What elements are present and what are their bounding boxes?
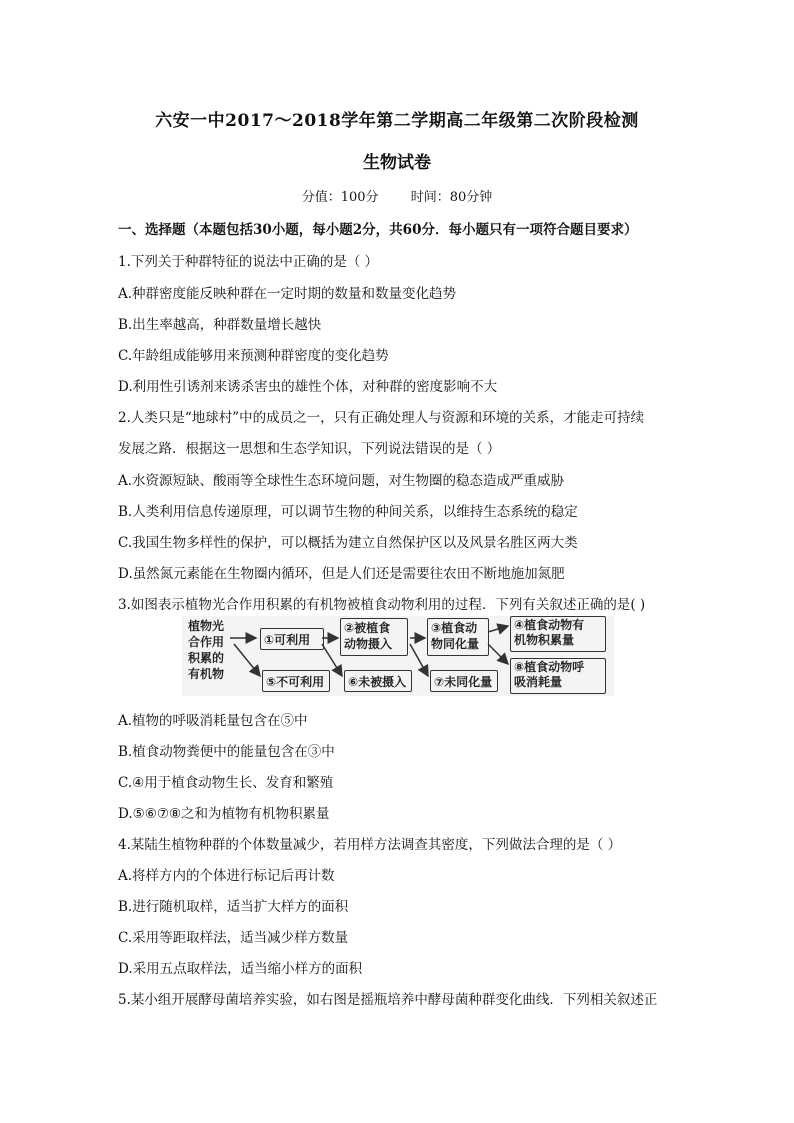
time-text: 时间：80分钟 bbox=[410, 190, 493, 205]
q4-stem: 4.某陆生植物种群的个体数量减少，若用样方法调查其密度，下列做法合理的是（ ） bbox=[118, 837, 622, 853]
diagram-node-1: ①可利用 bbox=[260, 628, 324, 650]
q1-option-c: C.年龄组成能够用来预测种群密度的变化趋势 bbox=[118, 348, 389, 364]
q2-stem-line2: 发展之路．根据这一思想和生态学知识，下列说法错误的是（ ） bbox=[118, 441, 501, 457]
q3-option-d: D.⑤⑥⑦⑧之和为植物有机物积累量 bbox=[118, 806, 330, 822]
q2-stem-line1: 2.人类只是“地球村”中的成员之一，只有正确处理人与资源和环境的关系，才能走可持续 bbox=[118, 410, 645, 426]
exam-subtitle: 生物试卷 bbox=[363, 153, 431, 173]
diagram-node-4: ④植食动物有 机物积累量 bbox=[510, 616, 606, 652]
diagram-node-8: ⑧植食动物呼 吸消耗量 bbox=[510, 658, 606, 694]
q1-option-a: A.种群密度能反映种群在一定时期的数量和数量变化趋势 bbox=[118, 286, 457, 302]
q2-option-b: B.人类利用信息传递原理，可以调节生物的种间关系，以维持生态系统的稳定 bbox=[118, 504, 578, 520]
q2-option-d: D.虽然氮元素能在生物圈内循环，但是人们还是需要往农田不断地施加氮肥 bbox=[118, 566, 565, 582]
q1-option-d: D.利用性引诱剂来诱杀害虫的雄性个体，对种群的密度影响不大 bbox=[118, 379, 498, 395]
diagram-source-node: 植物光 合作用 积累的 有机物 bbox=[188, 619, 225, 681]
q2-option-c: C.我国生物多样性的保护，可以概括为建立自然保护区以及风景名胜区两大类 bbox=[118, 535, 578, 551]
diagram-node-2: ②被植食 动物摄入 bbox=[340, 618, 408, 656]
diagram-node-6: ⑥未被摄入 bbox=[344, 670, 412, 692]
q4-option-b: B.进行随机取样，适当扩大样方的面积 bbox=[118, 899, 349, 915]
q4-option-a: A.将样方内的个体进行标记后再计数 bbox=[118, 868, 335, 884]
q3-option-c: C.④用于植食动物生长、发育和繁殖 bbox=[118, 775, 334, 791]
exam-title: 六安一中2017～2018学年第二学期高二年级第二次阶段检测 bbox=[155, 111, 639, 131]
q4-option-d: D.采用五点取样法，适当缩小样方的面积 bbox=[118, 961, 363, 977]
exam-meta bbox=[0, 186, 794, 205]
q4-option-c: C.采用等距取样法，适当减少样方数量 bbox=[118, 930, 349, 946]
score-text: 分值：100分 bbox=[301, 190, 379, 205]
q3-option-b: B.植食动物粪便中的能量包含在③中 bbox=[118, 744, 335, 760]
section-heading: 一、选择题（本题包括30小题，每小题2分，共60分．每小题只有一项符合题目要求） bbox=[118, 222, 638, 238]
q2-option-a: A.水资源短缺、酸雨等全球性生态环境问题，对生物圈的稳态造成严重威胁 bbox=[118, 473, 565, 489]
q5-stem: 5.某小组开展酵母菌培养实验，如右图是摇瓶培养中酵母菌种群变化曲线．下列相关叙述正 bbox=[118, 992, 658, 1008]
q3-stem: 3.如图表示植物光合作用积累的有机物被植食动物利用的过程．下列有关叙述正确的是( ) bbox=[118, 597, 646, 613]
diagram-node-7: ⑦未同化量 bbox=[430, 670, 498, 692]
diagram-node-5: ⑤不可利用 bbox=[262, 670, 330, 692]
diagram-node-3: ③植食动 物同化量 bbox=[427, 618, 489, 656]
energy-flow-diagram bbox=[182, 616, 614, 696]
q1-stem: 1.下列关于种群特征的说法中正确的是（ ） bbox=[118, 254, 379, 270]
q1-option-b: B.出生率越高，种群数量增长越快 bbox=[118, 317, 322, 333]
q3-option-a: A.植物的呼吸消耗量包含在⑤中 bbox=[118, 713, 308, 729]
